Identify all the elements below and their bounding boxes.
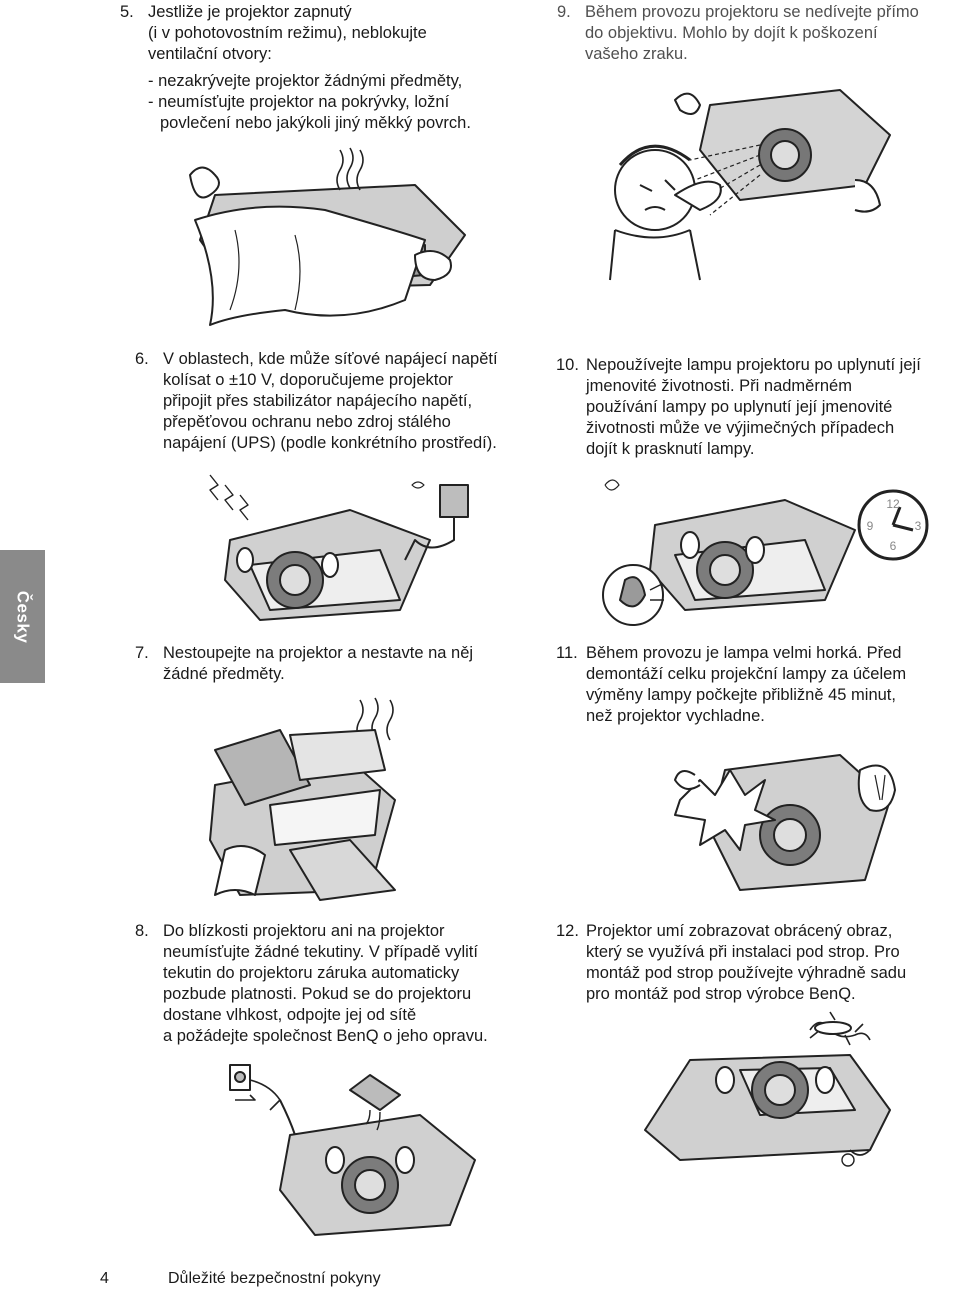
section-title: Důležité bezpečnostní pokyny: [168, 1270, 381, 1287]
item-line: vašeho zraku.: [585, 45, 688, 63]
item-line: připojit přes stabilizátor napájecího napětí,: [163, 392, 473, 410]
clock-number-12: 12: [886, 497, 900, 511]
clock-number-9: 9: [866, 519, 874, 533]
safety-item-5: [120, 2, 520, 134]
item-bullet: - neumísťujte projektor na pokrývky, ložní: [148, 93, 450, 111]
item-line: dostane vlhkost, odpojte jej od sítě: [163, 1006, 417, 1024]
item-line: který se využívá při instalaci pod strop. Pro: [586, 943, 900, 961]
item-number: 7.: [135, 644, 149, 662]
safety-item-11: [556, 643, 956, 727]
item-bullet: - nezakrývejte projektor žádnými předměty,: [148, 72, 463, 90]
item-line: Jestliže je projektor zapnutý: [148, 3, 352, 21]
item-line: do objektivu. Mohlo by dojít k poškození: [585, 24, 878, 42]
item-line: Nepoužívejte lampu projektoru po uplynutí její: [586, 356, 921, 374]
language-tab: [0, 550, 45, 683]
safety-item-6: [135, 349, 535, 454]
item-line: Během provozu je lampa velmi horká. Před: [586, 644, 902, 662]
item-line: napájení (UPS) (podle konkrétního prostředí).: [163, 434, 497, 452]
item-number: 10.: [556, 356, 579, 374]
safety-item-7: [135, 643, 535, 685]
item-line: kolísat o ±10 V, doporučujeme projektor: [163, 371, 454, 389]
item-line: životnosti může ve výjimečných případech: [586, 419, 895, 437]
item-line: výměny lampy počkejte přibližně 45 minut,: [586, 686, 896, 704]
item-line: Nestoupejte na projektor a nestavte na něj: [163, 644, 474, 662]
item-number: 11.: [556, 644, 578, 662]
item-line: žádné předměty.: [163, 665, 285, 683]
item-line: pozbude platnosti. Pokud se do projektoru: [163, 985, 472, 1003]
item-number: 8.: [135, 922, 149, 940]
covered-projector-illustration: [175, 140, 475, 330]
objects-on-projector-illustration: [200, 690, 400, 905]
item-line: než projektor vychladne.: [586, 707, 765, 725]
item-number: 12.: [556, 922, 579, 940]
safety-item-9: [557, 2, 957, 65]
item-line: ventilační otvory:: [148, 45, 272, 63]
item-bullet: povlečení nebo jakýkoli jiný měkký povrch.: [160, 114, 471, 132]
clock-number-6: 6: [889, 539, 897, 553]
lamp-lifetime-illustration: [595, 470, 930, 640]
clock-number-3: 3: [914, 519, 922, 533]
item-line: (i v pohotovostním režimu), neblokujte: [148, 24, 427, 42]
item-line: neumísťujte žádné tekutiny. V případě vylití: [163, 943, 478, 961]
safety-item-10: [556, 355, 956, 460]
item-line: přepěťovou ochranu nebo zdroj stálého: [163, 413, 451, 431]
item-line: tekutin do projektoru záruka automaticky: [163, 964, 460, 982]
item-line: používání lampy po uplynutí její jmenovité: [586, 398, 893, 416]
item-line: dojít k prasknutí lampy.: [586, 440, 755, 458]
safety-item-12: [556, 921, 956, 1005]
item-line: a požádejte společnost BenQ o jeho opravu.: [163, 1027, 488, 1045]
safety-item-8: [135, 921, 535, 1047]
eye-danger-illustration: [600, 80, 900, 290]
liquid-danger-illustration: [220, 1060, 490, 1240]
item-line: montáž pod strop používejte výhradně sadu: [586, 964, 907, 982]
voltage-projector-illustration: [200, 470, 490, 640]
item-line: demontáží celku projekční lampy za účelem: [586, 665, 907, 683]
item-line: pro montáž pod strop výrobce BenQ.: [586, 985, 856, 1003]
ceiling-mount-illustration: [620, 1010, 920, 1180]
item-line: jmenovité životnosti. Při nadměrném: [586, 377, 852, 395]
item-number: 6.: [135, 350, 149, 368]
item-line: Projektor umí zobrazovat obrácený obraz,: [586, 922, 893, 940]
page-number: 4: [100, 1270, 109, 1287]
item-number: 9.: [557, 3, 571, 21]
item-line: V oblastech, kde může síťové napájecí napětí: [163, 350, 498, 368]
item-line: Do blízkosti projektoru ani na projektor: [163, 922, 445, 940]
item-number: 5.: [120, 3, 134, 21]
item-line: Během provozu projektoru se nedívejte přímo: [585, 3, 919, 21]
language-label: Česky: [13, 590, 33, 643]
hot-lamp-illustration: [670, 740, 900, 900]
